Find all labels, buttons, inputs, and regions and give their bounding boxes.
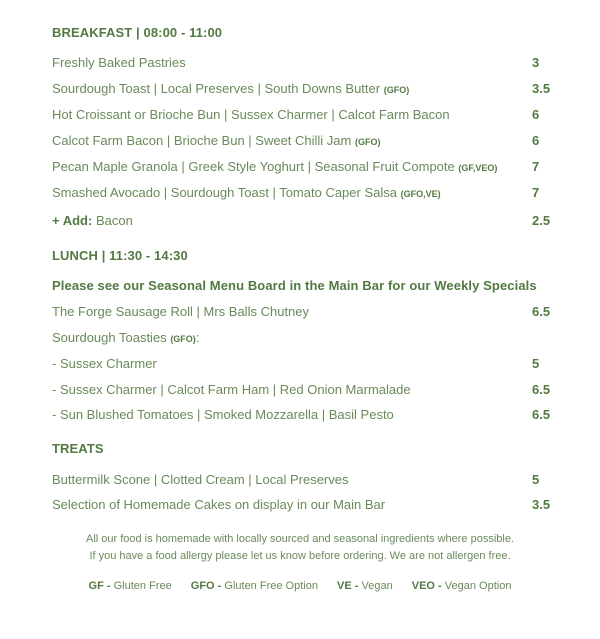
price: 5 xyxy=(532,356,540,371)
dietary-tag: (GFO) xyxy=(355,137,381,147)
dietary-tag: (GFO,VE) xyxy=(400,189,441,199)
menu-item xyxy=(52,472,550,487)
specials-note: Please see our Seasonal Menu Board in the Main Bar for our Weekly Specials xyxy=(52,278,537,293)
price: 6.5 xyxy=(532,382,551,397)
item-name: - Sun Blushed Tomatoes | Smoked Mozzarella | Basil Pesto xyxy=(52,407,394,422)
menu-item xyxy=(52,407,550,422)
dietary-tag: (GFO) xyxy=(170,334,196,344)
legend-gfo: GFO - Gluten Free Option xyxy=(190,580,318,592)
legend-veo: VEO - Vegan Option xyxy=(411,580,512,592)
price: 2.5 xyxy=(532,213,551,228)
item-name: - Sussex Charmer xyxy=(52,356,157,371)
addon-row xyxy=(52,213,550,228)
menu-item xyxy=(52,356,550,371)
price: 6 xyxy=(532,107,540,122)
dietary-legend xyxy=(0,580,600,592)
price: 7 xyxy=(532,159,540,174)
price: 7 xyxy=(532,185,540,200)
lunch-heading: LUNCH | 11:30 - 14:30 xyxy=(52,248,188,263)
addon-name: Bacon xyxy=(95,213,133,228)
item-name: Hot Croissant or Brioche Bun | Sussex Charmer | Calcot Farm Bacon xyxy=(52,107,450,122)
footer-note-2: If you have a food allergy please let us know before ordering. We are not allergen free. xyxy=(89,550,511,562)
menu-item xyxy=(52,304,550,319)
price: 3.5 xyxy=(532,81,551,96)
menu-item xyxy=(52,382,550,397)
price: 3.5 xyxy=(532,497,551,512)
item-name: Smashed Avocado | Sourdough Toast | Tomato Caper Salsa xyxy=(52,185,397,200)
price: 5 xyxy=(532,472,540,487)
item-name: Calcot Farm Bacon | Brioche Bun | Sweet Chilli Jam xyxy=(52,133,352,148)
item-name: Selection of Homemade Cakes on display in our Main Bar xyxy=(52,497,386,512)
legend-gf: GF - Gluten Free xyxy=(88,580,172,592)
item-name: Buttermilk Scone | Clotted Cream | Local Preserves xyxy=(52,472,349,487)
menu-item xyxy=(52,55,550,70)
item-name: The Forge Sausage Roll | Mrs Balls Chutney xyxy=(52,304,309,319)
treats-heading: TREATS xyxy=(52,441,104,456)
menu-item xyxy=(52,81,550,96)
price: 6.5 xyxy=(532,304,551,319)
dietary-tag: (GF,VEO) xyxy=(458,163,498,173)
price: 3 xyxy=(532,55,540,70)
price: 6.5 xyxy=(532,407,551,422)
footer-note-1: All our food is homemade with locally sourced and seasonal ingredients where possible. xyxy=(85,533,515,545)
toasties-label-row xyxy=(52,330,550,345)
breakfast-heading: BREAKFAST | 08:00 - 11:00 xyxy=(52,25,223,40)
item-name: - Sussex Charmer | Calcot Farm Ham | Red Onion Marmalade xyxy=(52,382,411,397)
menu-item xyxy=(52,159,550,174)
legend-ve: VE - Vegan xyxy=(337,580,393,592)
toasties-label: Sourdough Toasties xyxy=(52,330,167,345)
menu-item xyxy=(52,185,550,200)
item-name: Pecan Maple Granola | Greek Style Yoghurt | Seasonal Fruit Compote xyxy=(52,159,455,174)
addon-label: + Add: xyxy=(52,213,93,228)
price: 6 xyxy=(532,133,540,148)
menu-item xyxy=(52,107,550,122)
menu-item xyxy=(52,133,550,148)
colon: : xyxy=(195,330,200,345)
item-name: Freshly Baked Pastries xyxy=(52,55,186,70)
item-name: Sourdough Toast | Local Preserves | South Downs Butter xyxy=(52,81,381,96)
dietary-tag: (GFO) xyxy=(383,85,410,95)
menu-item xyxy=(52,497,550,512)
